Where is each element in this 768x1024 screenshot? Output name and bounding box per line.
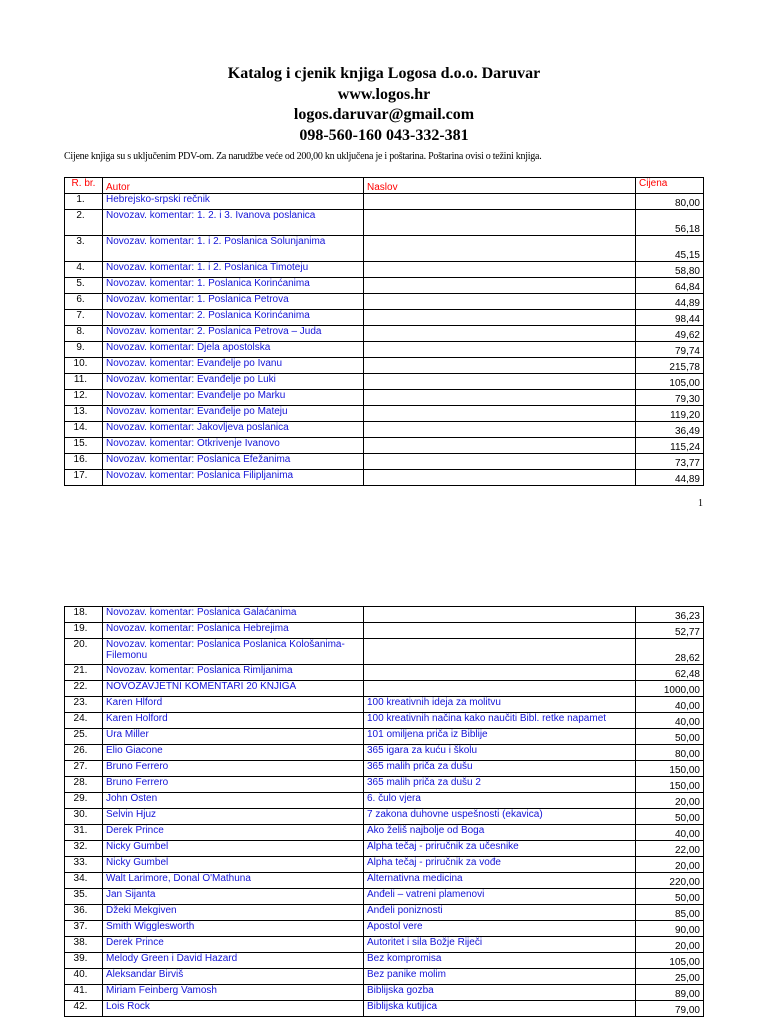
row-number: 19. bbox=[65, 623, 103, 639]
row-author: Karen Holford bbox=[103, 713, 364, 729]
table-row bbox=[65, 905, 704, 921]
row-price: 119,20 bbox=[636, 406, 704, 422]
row-author: Melody Green i David Hazard bbox=[103, 953, 364, 969]
table-row bbox=[65, 697, 704, 713]
row-price: 36,49 bbox=[636, 422, 704, 438]
table-row bbox=[65, 841, 704, 857]
row-author: Novozav. komentar: Evanđelje po Mateju bbox=[103, 406, 364, 422]
catalog-table-page-1 bbox=[64, 177, 704, 486]
col-header-title: Naslov bbox=[364, 178, 636, 194]
row-number: 25. bbox=[65, 729, 103, 745]
row-author: John Osten bbox=[103, 793, 364, 809]
row-title bbox=[364, 194, 636, 210]
row-number: 18. bbox=[65, 607, 103, 623]
row-price: 40,00 bbox=[636, 697, 704, 713]
row-number: 1. bbox=[65, 194, 103, 210]
catalog-header bbox=[0, 64, 768, 146]
table-row bbox=[65, 454, 704, 470]
row-price: 215,78 bbox=[636, 358, 704, 374]
row-title bbox=[364, 262, 636, 278]
row-price: 25,00 bbox=[636, 969, 704, 985]
row-author: Bruno Ferrero bbox=[103, 777, 364, 793]
table-body-page-2 bbox=[65, 607, 704, 1017]
row-price: 80,00 bbox=[636, 194, 704, 210]
row-title: Bez panike molim bbox=[364, 969, 636, 985]
row-author: Jan Sijanta bbox=[103, 889, 364, 905]
table-row bbox=[65, 969, 704, 985]
row-number: 17. bbox=[65, 470, 103, 486]
row-title bbox=[364, 236, 636, 262]
row-title bbox=[364, 422, 636, 438]
catalog-title: Katalog i cjenik knjiga Logosa d.o.o. Daruvar bbox=[227, 65, 541, 82]
row-title bbox=[364, 390, 636, 406]
row-number: 5. bbox=[65, 278, 103, 294]
row-price: 44,89 bbox=[636, 294, 704, 310]
row-title bbox=[364, 294, 636, 310]
row-title: Anđeli – vatreni plamenovi bbox=[364, 889, 636, 905]
table-row bbox=[65, 825, 704, 841]
row-price: 90,00 bbox=[636, 921, 704, 937]
table-row bbox=[65, 210, 704, 236]
table-row bbox=[65, 194, 704, 210]
table-row bbox=[65, 623, 704, 639]
table-row bbox=[65, 681, 704, 697]
row-author: Aleksandar Birviš bbox=[103, 969, 364, 985]
website: www.logos.hr bbox=[337, 85, 431, 103]
row-price: 44,89 bbox=[636, 470, 704, 486]
row-price: 105,00 bbox=[636, 374, 704, 390]
table-row bbox=[65, 809, 704, 825]
row-price: 40,00 bbox=[636, 825, 704, 841]
row-title bbox=[364, 326, 636, 342]
catalog-table-page-2 bbox=[64, 606, 704, 1017]
row-author: Novozav. komentar: Evanđelje po Luki bbox=[103, 374, 364, 390]
row-author: Karen Hlford bbox=[103, 697, 364, 713]
row-author: Novozav. komentar: 2. Poslanica Korinćanima bbox=[103, 310, 364, 326]
row-title bbox=[364, 607, 636, 623]
row-number: 31. bbox=[65, 825, 103, 841]
row-price: 85,00 bbox=[636, 905, 704, 921]
row-price: 22,00 bbox=[636, 841, 704, 857]
row-price: 45,15 bbox=[636, 236, 704, 262]
row-price: 36,23 bbox=[636, 607, 704, 623]
row-title bbox=[364, 374, 636, 390]
row-author: Novozav. komentar: Poslanica Filipljanima bbox=[103, 470, 364, 486]
row-title: 100 kreativnih ideja za molitvu bbox=[364, 697, 636, 713]
row-price: 1000,00 bbox=[636, 681, 704, 697]
table-row bbox=[65, 889, 704, 905]
row-price: 49,62 bbox=[636, 326, 704, 342]
row-title bbox=[364, 278, 636, 294]
row-author: Novozav. komentar: Poslanica Galaćanima bbox=[103, 607, 364, 623]
row-author: Novozav. komentar: Evanđelje po Ivanu bbox=[103, 358, 364, 374]
row-title: Apostol vere bbox=[364, 921, 636, 937]
row-number: 38. bbox=[65, 937, 103, 953]
row-price: 62,48 bbox=[636, 665, 704, 681]
row-author: Novozav. komentar: Poslanica Efežanima bbox=[103, 454, 364, 470]
row-number: 36. bbox=[65, 905, 103, 921]
table-row bbox=[65, 310, 704, 326]
table-row bbox=[65, 470, 704, 486]
row-price: 73,77 bbox=[636, 454, 704, 470]
row-price: 150,00 bbox=[636, 761, 704, 777]
row-number: 42. bbox=[65, 1001, 103, 1017]
row-price: 79,00 bbox=[636, 1001, 704, 1017]
row-number: 40. bbox=[65, 969, 103, 985]
row-author: Miriam Feinberg Vamosh bbox=[103, 985, 364, 1001]
row-author: Bruno Ferrero bbox=[103, 761, 364, 777]
row-author: Novozav. komentar: Evanđelje po Marku bbox=[103, 390, 364, 406]
row-author: Derek Prince bbox=[103, 825, 364, 841]
row-price: 20,00 bbox=[636, 857, 704, 873]
table-row bbox=[65, 793, 704, 809]
table-row bbox=[65, 777, 704, 793]
row-title bbox=[364, 310, 636, 326]
row-title: 365 malih priča za dušu bbox=[364, 761, 636, 777]
row-title bbox=[364, 623, 636, 639]
row-author: Novozav. komentar: Otkrivenje Ivanovo bbox=[103, 438, 364, 454]
table-row bbox=[65, 278, 704, 294]
row-number: 35. bbox=[65, 889, 103, 905]
row-price: 79,30 bbox=[636, 390, 704, 406]
phones: 098-560-160 043-332-381 bbox=[299, 126, 469, 144]
row-title bbox=[364, 358, 636, 374]
row-author: Džeki Mekgiven bbox=[103, 905, 364, 921]
row-author: Ura Miller bbox=[103, 729, 364, 745]
row-title: 365 malih priča za dušu 2 bbox=[364, 777, 636, 793]
row-author: Walt Larimore, Donal O'Mathuna bbox=[103, 873, 364, 889]
row-price: 80,00 bbox=[636, 745, 704, 761]
row-title: Alternativna medicina bbox=[364, 873, 636, 889]
row-price: 105,00 bbox=[636, 953, 704, 969]
row-price: 150,00 bbox=[636, 777, 704, 793]
email: logos.daruvar@gmail.com bbox=[293, 106, 475, 123]
row-price: 64,84 bbox=[636, 278, 704, 294]
row-author: Novozav. komentar: Poslanica Hebrejima bbox=[103, 623, 364, 639]
row-number: 13. bbox=[65, 406, 103, 422]
page-number: 1 bbox=[698, 498, 703, 509]
row-author: Novozav. komentar: 1. Poslanica Petrova bbox=[103, 294, 364, 310]
row-number: 6. bbox=[65, 294, 103, 310]
row-author: Novozav. komentar: Poslanica Poslanica Kološanima- Filemonu bbox=[103, 639, 364, 665]
row-title: Biblijska gozba bbox=[364, 985, 636, 1001]
row-number: 14. bbox=[65, 422, 103, 438]
row-number: 32. bbox=[65, 841, 103, 857]
row-price: 20,00 bbox=[636, 937, 704, 953]
row-title: Ako želiš najbolje od Boga bbox=[364, 825, 636, 841]
table-row bbox=[65, 236, 704, 262]
row-price: 115,24 bbox=[636, 438, 704, 454]
row-price: 20,00 bbox=[636, 793, 704, 809]
row-price: 52,77 bbox=[636, 623, 704, 639]
row-number: 20. bbox=[65, 639, 103, 665]
price-note: Cijene knjiga su s uključenim PDV-om. Za narudžbe veće od 200,00 kn uključena je i poštarina. Poštarina ovisi o težini knjiga. bbox=[64, 151, 542, 162]
row-title: 100 kreativnih načina kako naučiti Bibl. retke napamet bbox=[364, 713, 636, 729]
row-price: 79,74 bbox=[636, 342, 704, 358]
table-row bbox=[65, 857, 704, 873]
row-price: 220,00 bbox=[636, 873, 704, 889]
table-row bbox=[65, 607, 704, 623]
table-row bbox=[65, 921, 704, 937]
table-row bbox=[65, 985, 704, 1001]
row-author: Novozav. komentar: Djela apostolska bbox=[103, 342, 364, 358]
row-title bbox=[364, 665, 636, 681]
row-author: NOVOZAVJETNI KOMENTARI 20 KNJIGA bbox=[103, 681, 364, 697]
table-row bbox=[65, 358, 704, 374]
row-price: 28,62 bbox=[636, 639, 704, 665]
row-number: 24. bbox=[65, 713, 103, 729]
table-row bbox=[65, 326, 704, 342]
row-author: Novozav. komentar: 1. i 2. Poslanica Solunjanima bbox=[103, 236, 364, 262]
row-number: 29. bbox=[65, 793, 103, 809]
row-number: 3. bbox=[65, 236, 103, 262]
row-number: 39. bbox=[65, 953, 103, 969]
table-row bbox=[65, 390, 704, 406]
row-number: 4. bbox=[65, 262, 103, 278]
row-title: Alpha tečaj - priručnik za vođe bbox=[364, 857, 636, 873]
row-number: 2. bbox=[65, 210, 103, 236]
table-row bbox=[65, 1001, 704, 1017]
row-author: Hebrejsko-srpski rečnik bbox=[103, 194, 364, 210]
row-number: 16. bbox=[65, 454, 103, 470]
table-row bbox=[65, 713, 704, 729]
col-header-author: Autor bbox=[103, 178, 364, 194]
row-author: Nicky Gumbel bbox=[103, 857, 364, 873]
row-author: Novozav. komentar: 1. Poslanica Korinćanima bbox=[103, 278, 364, 294]
row-price: 89,00 bbox=[636, 985, 704, 1001]
row-author: Novozav. komentar: Poslanica Rimljanima bbox=[103, 665, 364, 681]
table-row bbox=[65, 342, 704, 358]
row-author: Novozav. komentar: 1. i 2. Poslanica Timoteju bbox=[103, 262, 364, 278]
row-price: 50,00 bbox=[636, 809, 704, 825]
row-number: 34. bbox=[65, 873, 103, 889]
table-row bbox=[65, 639, 704, 665]
row-number: 8. bbox=[65, 326, 103, 342]
table-row bbox=[65, 374, 704, 390]
table-row bbox=[65, 438, 704, 454]
table-row bbox=[65, 873, 704, 889]
row-number: 28. bbox=[65, 777, 103, 793]
col-header-price: Cijena bbox=[636, 178, 704, 194]
row-number: 7. bbox=[65, 310, 103, 326]
table-row bbox=[65, 422, 704, 438]
row-price: 50,00 bbox=[636, 729, 704, 745]
table-body-page-1 bbox=[65, 194, 704, 486]
row-number: 33. bbox=[65, 857, 103, 873]
row-title: Bez kompromisa bbox=[364, 953, 636, 969]
row-title: 6. čulo vjera bbox=[364, 793, 636, 809]
row-title bbox=[364, 681, 636, 697]
table-row bbox=[65, 262, 704, 278]
row-title: Biblijska kutijica bbox=[364, 1001, 636, 1017]
row-title bbox=[364, 438, 636, 454]
row-number: 30. bbox=[65, 809, 103, 825]
row-title bbox=[364, 639, 636, 665]
row-number: 10. bbox=[65, 358, 103, 374]
row-price: 50,00 bbox=[636, 889, 704, 905]
row-number: 41. bbox=[65, 985, 103, 1001]
row-number: 21. bbox=[65, 665, 103, 681]
row-title bbox=[364, 342, 636, 358]
row-author: Elio Giacone bbox=[103, 745, 364, 761]
row-price: 58,80 bbox=[636, 262, 704, 278]
table-row bbox=[65, 406, 704, 422]
row-title: 365 igara za kuću i školu bbox=[364, 745, 636, 761]
row-author: Novozav. komentar: Jakovljeva poslanica bbox=[103, 422, 364, 438]
row-price: 40,00 bbox=[636, 713, 704, 729]
row-price: 98,44 bbox=[636, 310, 704, 326]
row-number: 37. bbox=[65, 921, 103, 937]
col-header-rb: R. br. bbox=[65, 178, 103, 194]
row-author: Novozav. komentar: 1. 2. i 3. Ivanova poslanica bbox=[103, 210, 364, 236]
row-title: Autoritet i sila Božje Riječi bbox=[364, 937, 636, 953]
row-author: Smith Wigglesworth bbox=[103, 921, 364, 937]
row-number: 23. bbox=[65, 697, 103, 713]
table-row bbox=[65, 761, 704, 777]
table-header-row bbox=[65, 178, 704, 194]
row-author: Novozav. komentar: 2. Poslanica Petrova – Juda bbox=[103, 326, 364, 342]
row-number: 22. bbox=[65, 681, 103, 697]
row-title: 101 omiljena priča iz Biblije bbox=[364, 729, 636, 745]
table-row bbox=[65, 953, 704, 969]
row-title bbox=[364, 454, 636, 470]
row-number: 9. bbox=[65, 342, 103, 358]
row-title bbox=[364, 406, 636, 422]
row-author: Lois Rock bbox=[103, 1001, 364, 1017]
table-row bbox=[65, 729, 704, 745]
row-author: Derek Prince bbox=[103, 937, 364, 953]
row-title bbox=[364, 210, 636, 236]
row-number: 27. bbox=[65, 761, 103, 777]
table-row bbox=[65, 665, 704, 681]
row-number: 11. bbox=[65, 374, 103, 390]
row-title: Anđeli poniznosti bbox=[364, 905, 636, 921]
row-number: 26. bbox=[65, 745, 103, 761]
table-row bbox=[65, 937, 704, 953]
row-number: 12. bbox=[65, 390, 103, 406]
row-number: 15. bbox=[65, 438, 103, 454]
row-price: 56,18 bbox=[636, 210, 704, 236]
table-row bbox=[65, 294, 704, 310]
table-row bbox=[65, 745, 704, 761]
row-title bbox=[364, 470, 636, 486]
row-title: 7 zakona duhovne uspešnosti (ekavica) bbox=[364, 809, 636, 825]
row-author: Selvin Hjuz bbox=[103, 809, 364, 825]
row-title: Alpha tečaj - priručnik za učesnike bbox=[364, 841, 636, 857]
row-author: Nicky Gumbel bbox=[103, 841, 364, 857]
